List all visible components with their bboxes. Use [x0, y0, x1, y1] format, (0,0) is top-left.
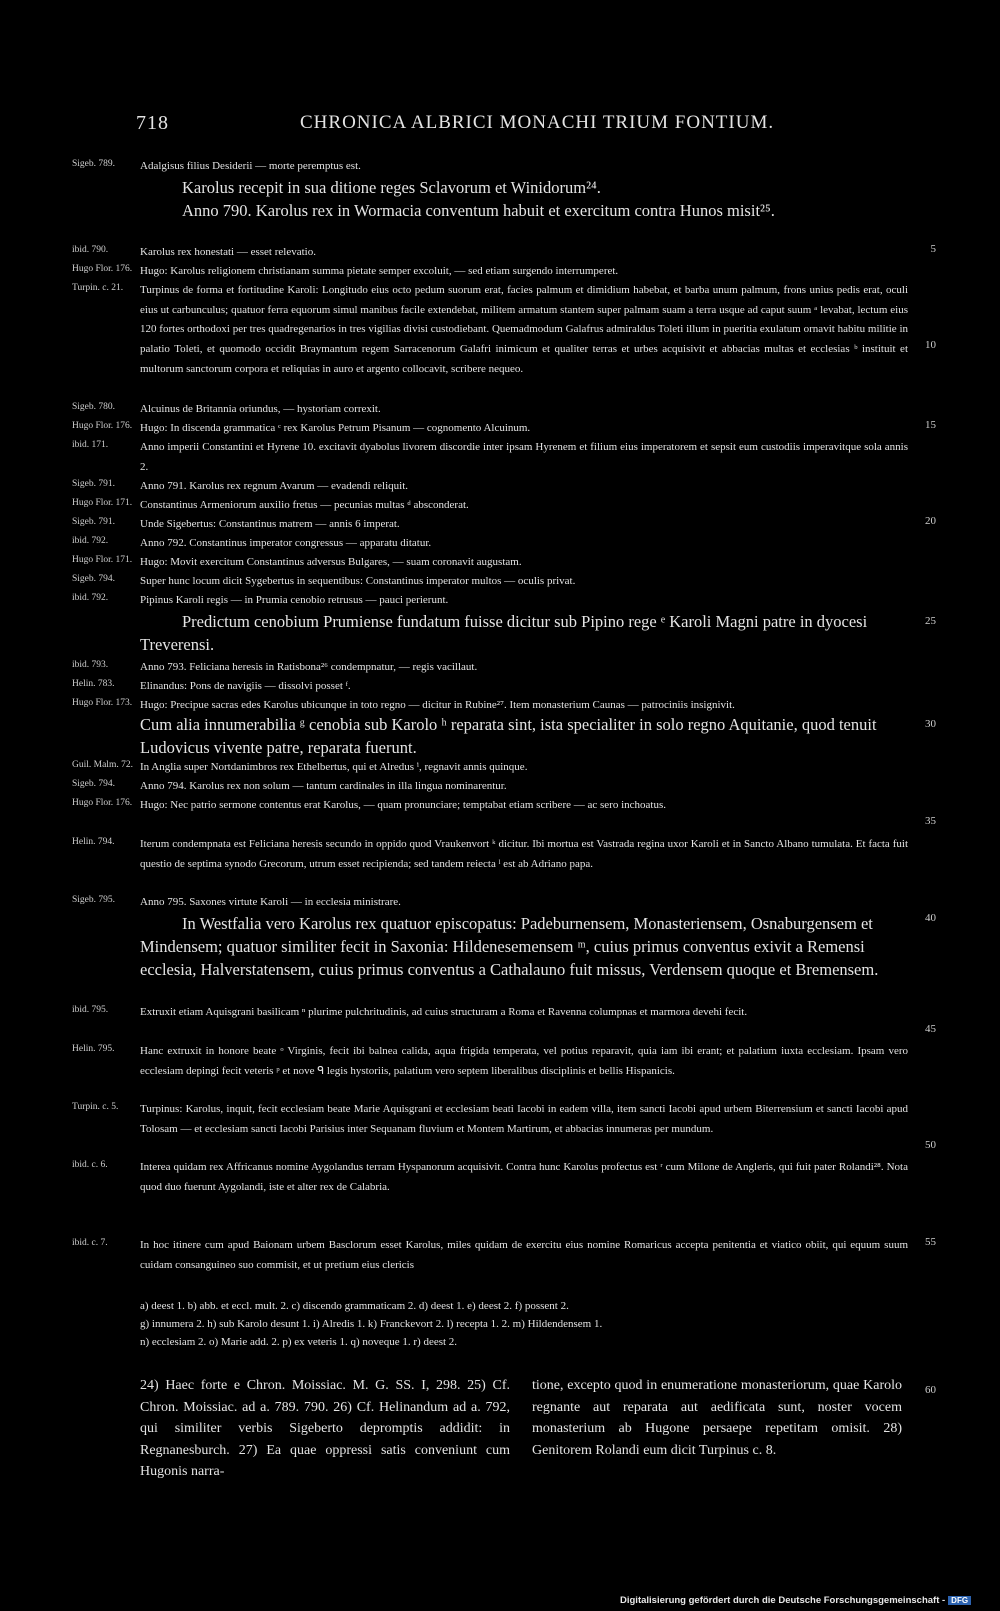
margin-source-ref: Sigeb. 794. [72, 574, 116, 584]
chronicle-paragraph: Anno 792. Constantinus imperator congressus — apparatu ditatur. [140, 537, 432, 549]
chronicle-paragraph: Anno 794. Karolus rex non solum — tantum cardinales in illa lingua nominarentur. [140, 780, 507, 792]
margin-source-ref: Sigeb. 794. [72, 779, 116, 789]
variant-note-line: a) deest 1. b) abb. et eccl. mult. 2. c) discendo grammaticam 2. d) deest 1. e) deest 2. f) possent 2. [140, 1300, 569, 1312]
margin-source-ref: ibid. 171. [72, 440, 109, 450]
margin-source-ref: Sigeb. 789. [72, 159, 116, 169]
margin-source-ref: Turpin. c. 5. [72, 1102, 119, 1112]
running-title: CHRONICA ALBRICI MONACHI TRIUM FONTIUM. [300, 112, 775, 133]
margin-source-ref: Helin. 795. [72, 1044, 115, 1054]
chronicle-paragraph: Turpinus de forma et fortitudine Karoli: Longitudo eius octo pedum suorum erat, facies palmum et dimidium habebat, et barba unum palmum, frons unius pedis erat, oculi eius ut carbunculus; quatuor ferra equorum simul manibus facile extendebat, militem armatum stantem super palmam suam a terra usque ad caput suum ᵃ levabat, lectum eius 120 fortes orthodoxi per tres quadregenarios in tres vigilias divisi custodiebant. Quemadmodum Galafrus admiraldus Toleti illum in pueritia exulatum ornavit habitu militie in palatio Toleti, et quomodo occidit Braymantum regem Sarracenorum Galafri inimicum et qualiter terras et urbes acquisivit et abbacias multas et ecclesias ᵇ instituit et multorum sanctorum corpora et reliquias in auro et argento collocavit, scribere nequeo. [140, 284, 908, 375]
chronicle-paragraph: Hugo: Movit exercitum Constantinus adversus Bulgares, — suam coronavit augustam. [140, 556, 522, 568]
chronicle-paragraph: Unde Sigebertus: Constantinus matrem — annis 6 imperat. [140, 518, 400, 530]
margin-source-ref: Hugo Flor. 176. [72, 264, 133, 274]
chronicle-paragraph: Karolus rex honestati — esset relevatio. [140, 246, 316, 258]
line-number: 5 [930, 243, 936, 255]
margin-source-ref: ibid. 795. [72, 1005, 109, 1015]
line-number: 50 [925, 1139, 936, 1151]
footnotes-right: tione, excepto quod in enumeratione monasteriorum, quae Karolo regnante aut reparata aut aedificata sunt, noster vocem monasterium ab Hugone persaepe repetitam omisit. 28) Genitorem Rolandi eum dicit Turpinus c. 8. [532, 1378, 902, 1458]
chronicle-paragraph: In hoc itinere cum apud Baionam urbem Basclorum esset Karolus, miles quidam de exercitu eius nomine Romaricus accepta penitentia et viatico obiit, qui equum suum cuidam consanguineo suo commisit, et ut pretium eius clericis [140, 1239, 908, 1271]
footer-credit [620, 1595, 971, 1606]
chronicle-paragraph-large: Predictum cenobium Prumiense fundatum fuisse dicitur sub Pipino rege ᵉ Karoli Magni patre in dyocesi Treverensi. [140, 612, 868, 654]
margin-source-ref: Helin. 794. [72, 837, 115, 847]
chronicle-paragraph: Adalgisus filius Desiderii — morte peremptus est. [140, 160, 361, 172]
margin-source-ref: ibid. 793. [72, 660, 109, 670]
chronicle-paragraph: Elinandus: Pons de navigiis — dissolvi posset ᶠ. [140, 680, 351, 692]
chronicle-paragraph-large: Cum alia innumerabilia ᵍ cenobia sub Karolo ʰ reparata sint, ista specialiter in solo regno Aquitanie, quod tenuit Ludovicus vivente patre, reparata fuerunt. [140, 715, 877, 757]
margin-source-ref: ibid. 792. [72, 536, 109, 546]
footnotes-left: 24) Haec forte e Chron. Moissiac. M. G. SS. I, 298. 25) Cf. Chron. Moissiac. ad a. 789. 790. 26) Cf. Helinandum ad a. 792, qui similiter verbis Sigeberto depromptis addidit: in Regnanesburch. 27) Ea quae oppressi satis conveniunt cum Hugonis narra- [140, 1378, 510, 1479]
margin-source-ref: ibid. 792. [72, 593, 109, 603]
line-number: 45 [925, 1023, 936, 1035]
chronicle-paragraph: Hanc extruxit in honore beate ᵒ Virginis, fecit ibi balnea calida, aqua frigida temperata, vel potius reparavit, quia iam ibi erant; et palatium iuxta ecclesiam. Ipsam vero ecclesiam depingi fecit veteris ᵖ et nove ᑫ legis hystoriis, palatium vero septem liberalibus disciplinis et bellis Hispanicis. [140, 1045, 908, 1077]
margin-source-ref: ibid. 790. [72, 245, 109, 255]
chronicle-paragraph: Extruxit etiam Aquisgrani basilicam ⁿ plurime pulchritudinis, ad cuius structuram a Roma et Ravenna columpnas et marmora devehi fecit. [140, 1006, 748, 1018]
chronicle-paragraph: Anno 795. Saxones virtute Karoli — in ecclesia ministrare. [140, 896, 401, 908]
page-number: 718 [136, 112, 169, 134]
chronicle-paragraph: In Anglia super Nortdanimbros rex Ethelbertus, qui et Alredus ⁱ, regnavit annis quinque. [140, 761, 528, 773]
margin-source-ref: Sigeb. 791. [72, 479, 116, 489]
margin-source-ref: Hugo Flor. 171. [72, 498, 133, 508]
margin-source-ref: Hugo Flor. 176. [72, 421, 133, 431]
page-header [136, 112, 906, 142]
chronicle-paragraph: Anno 791. Karolus rex regnum Avarum — evadendi reliquit. [140, 480, 409, 492]
line-number: 15 [925, 419, 936, 431]
line-number: 10 [925, 339, 936, 351]
margin-source-ref: Helin. 783. [72, 679, 115, 689]
margin-source-ref: ibid. c. 7. [72, 1238, 108, 1248]
chronicle-paragraph: Super hunc locum dicit Sygebertus in sequentibus: Constantinus imperator multos — oculis privat. [140, 575, 576, 587]
chronicle-paragraph-large: In Westfalia vero Karolus rex quatuor episcopatus: Padeburnensem, Monasteriensem, Osnaburgensem et Mindensem; quatuor similiter fecit in Saxonia: Hildenesemensem ᵐ, cuius primus conventus exivit a Remensi ecclesia, Halverstatensem, cuius primus conventus a Cathalauno fuit missus, Verdensem quoque et Bremensem. [140, 914, 879, 979]
margin-source-ref: Sigeb. 795. [72, 895, 116, 905]
line-number: 35 [925, 815, 936, 827]
chronicle-paragraph: Constantinus Armeniorum auxilio fretus — pecunias multas ᵈ absconderat. [140, 499, 469, 511]
margin-source-ref: Hugo Flor. 176. [72, 798, 133, 808]
margin-source-ref: Hugo Flor. 171. [72, 555, 133, 565]
chronicle-paragraph: Iterum condempnata est Feliciana heresis secundo in oppido quod Vraukenvort ᵏ dicitur. Ibi mortua est Vastrada regina uxor Karoli et in Sancto Albano tumulata. Et facta fuit questio de septima synodo Grecorum, utrum esset recipienda; sed tandem reiecta ˡ est ab Adriano papa. [140, 838, 908, 870]
chronicle-paragraph: Hugo: In discenda grammatica ᶜ rex Karolus Petrum Pisanum — cognomento Alcuinum. [140, 422, 531, 434]
variant-note-line: g) innumera 2. h) sub Karolo desunt 1. i) Alredis 1. k) Franckevort 2. l) recepta 1. 2. m) Hildendensem 1. [140, 1318, 603, 1330]
line-number: 30 [925, 718, 936, 730]
footer-text: Digitalisierung gefördert durch die Deutsche Forschungsgemeinschaft - [620, 1595, 946, 1606]
line-number: 55 [925, 1236, 936, 1248]
line-number: 60 [925, 1384, 936, 1396]
chronicle-paragraph: Alcuinus de Britannia oriundus, — hystoriam correxit. [140, 403, 381, 415]
margin-source-ref: ibid. c. 6. [72, 1160, 108, 1170]
line-number: 20 [925, 515, 936, 527]
line-number: 40 [925, 912, 936, 924]
chronicle-paragraph: Interea quidam rex Affricanus nomine Aygolandus terram Hyspanorum acquisivit. Contra hunc Karolus profectus est ʳ cum Milone de Angleris, qui fuit pater Rolandi²⁸. Nota quod duo fuerunt Aygolandi, iste et alter rex de Calabria. [140, 1161, 908, 1193]
variant-note-line: n) ecclesiam 2. o) Marie add. 2. p) ex veteris 1. q) noveque 1. r) deest 2. [140, 1336, 458, 1348]
dfg-logo: DFG [948, 1596, 971, 1605]
chronicle-paragraph: Anno imperii Constantini et Hyrene 10. excitavit dyabolus livorem discordie inter ipsam Hyrenem et filium eius imperatorem et sepsit eum custodiis imperavitque sola annis 2. [140, 441, 908, 473]
margin-source-ref: Sigeb. 791. [72, 517, 116, 527]
chronicle-paragraph: Hugo: Precipue sacras edes Karolus ubicunque in toto regno — dicitur in Rubine²⁷. Item monasterium Caunas — patrociniis insignivit. [140, 699, 735, 711]
margin-source-ref: Guil. Malm. 72. [72, 760, 133, 770]
chronicle-paragraph: Turpinus: Karolus, inquit, fecit ecclesiam beate Marie Aquisgrani et ecclesiam beati Iacobi in eadem villa, item sancti Iacobi apud urbem Biterrensium et sancti Iacobi apud Tolosam — et ecclesiam sancti Iacobi Parisius inter Sequanam fluvium et Montem Martirum, et abbacias innumeras per mundum. [140, 1103, 908, 1135]
chronicle-paragraph-large: Anno 790. Karolus rex in Wormacia conventum habuit et exercitum contra Hunos misit²⁵. [182, 201, 775, 220]
margin-source-ref: Turpin. c. 21. [72, 283, 124, 293]
margin-source-ref: Hugo Flor. 173. [72, 698, 133, 708]
chronicle-paragraph: Hugo: Nec patrio sermone contentus erat Karolus, — quam pronunciare; temptabat etiam scribere — ac sero inchoatus. [140, 799, 666, 811]
chronicle-paragraph: Pipinus Karoli regis — in Prumia cenobio retrusus — pauci perierunt. [140, 594, 449, 606]
chronicle-paragraph: Anno 793. Feliciana heresis in Ratisbona²⁶ condempnatur, — regis vacillaut. [140, 661, 478, 673]
chronicle-paragraph-large: Karolus recepit in sua ditione reges Sclavorum et Winidorum²⁴. [182, 178, 601, 197]
line-number: 25 [925, 615, 936, 627]
margin-source-ref: Sigeb. 780. [72, 402, 116, 412]
chronicle-paragraph: Hugo: Karolus religionem christianam summa pietate semper excoluit, — sed etiam surgendo interrumperet. [140, 265, 619, 277]
